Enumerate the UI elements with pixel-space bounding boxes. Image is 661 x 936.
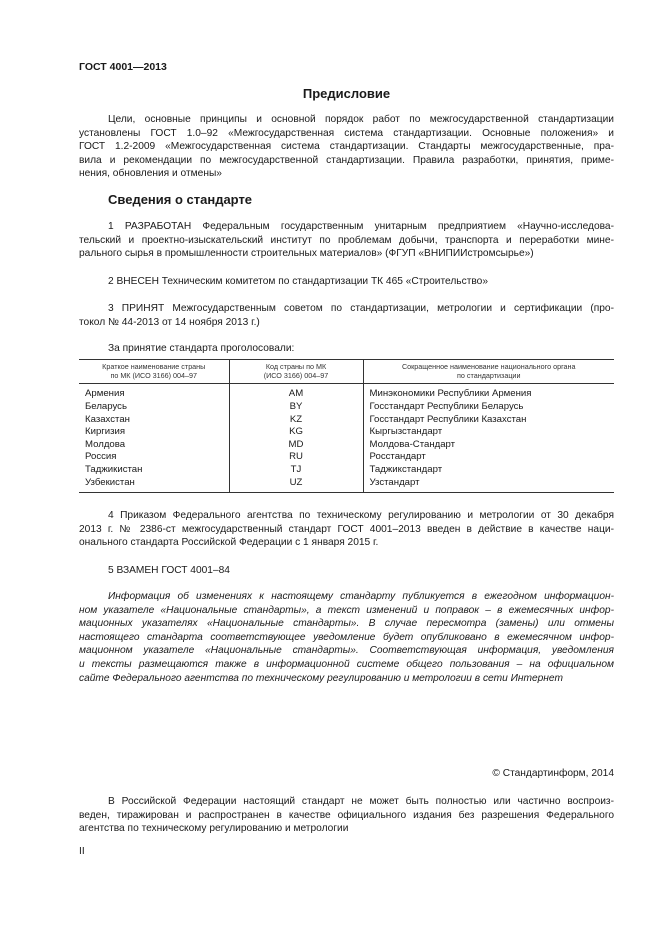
country-cell: Киргизия bbox=[85, 426, 126, 438]
body-cell: Госстандарт Республики Казахстан bbox=[363, 414, 614, 427]
code-cell: TJ bbox=[229, 464, 363, 477]
text-line: 3 ПРИНЯТ Межгосударственным советом по стандартизации, метрологии и сертификации (про- bbox=[108, 303, 614, 314]
table-row bbox=[79, 414, 614, 427]
document-id: ГОСТ 4001—2013 bbox=[79, 61, 167, 73]
text-line: установлены ГОСТ 1.0–92 «Межгосударственная система стандартизации. Основные положения» и bbox=[79, 127, 614, 139]
text-line: вила и рекомендации по межгосударственной стандартизации. Правила разработки, принятия, приме- bbox=[79, 154, 614, 166]
header-body: Сокращенное наименование национального органа по стандартизации bbox=[363, 360, 614, 384]
text-line: 2013 г. № 2386-ст межгосударственный стандарт ГОСТ 4001–2013 введен в действие в качестве наци- bbox=[79, 523, 614, 535]
body-cell: Госстандарт Республики Беларусь bbox=[363, 401, 614, 414]
body-cell: Кыргызстандарт bbox=[363, 426, 614, 439]
text-line: агентства по техническому регулированию и метрологии bbox=[79, 823, 349, 835]
text-line: В Российской Федерации настоящий стандарт не может быть полностью или частично воспроиз- bbox=[108, 796, 614, 807]
voting-countries-table bbox=[79, 359, 614, 493]
table-row bbox=[79, 451, 614, 464]
info-item-3 bbox=[79, 302, 614, 329]
code-cell: MD bbox=[229, 439, 363, 452]
country-cell: Таджикистан bbox=[85, 463, 143, 475]
text-line: 1 РАЗРАБОТАН Федеральным государственным унитарным предприятием «Научно-исследова- bbox=[108, 221, 614, 232]
country-cell: Узбекистан bbox=[85, 476, 135, 488]
table-row bbox=[79, 439, 614, 452]
preface-title: Предисловие bbox=[302, 86, 391, 101]
vote-caption bbox=[79, 342, 614, 356]
text-line: и тексты размещаются также в информационной системе общего пользования – на официальном bbox=[79, 658, 614, 670]
table-row bbox=[79, 401, 614, 414]
code-cell: KZ bbox=[229, 414, 363, 427]
text-line: 4 Приказом Федерального агентства по техническому регулированию и метрологии от 30 декабря bbox=[108, 510, 614, 521]
country-cell: Казахстан bbox=[85, 413, 130, 425]
body-cell: Росстандарт bbox=[363, 451, 614, 464]
body-cell: Молдова-Стандарт bbox=[363, 439, 614, 452]
code-cell: BY bbox=[229, 401, 363, 414]
header-country: Краткое наименование страны по МК (ИСО 3166) 004–97 bbox=[79, 360, 229, 384]
country-cell: Беларусь bbox=[85, 401, 127, 412]
code-cell: KG bbox=[229, 426, 363, 439]
body-cell: Таджикстандарт bbox=[363, 464, 614, 477]
text-line: ГОСТ 1.2-2009 «Межгосударственная система стандартизации. Стандарты межгосударственные, пра- bbox=[79, 141, 614, 153]
table-row bbox=[79, 384, 614, 401]
country-cell: Армения bbox=[85, 388, 125, 400]
table-row bbox=[79, 464, 614, 477]
text-line: 5 ВЗАМЕН ГОСТ 4001–84 bbox=[108, 565, 230, 576]
table-row bbox=[79, 477, 614, 493]
text-line: веден, тиражирован и распространен в качестве официального издания без разрешения Федерального bbox=[79, 809, 614, 821]
text-line: Цели, основные принципы и основной порядок работ по межгосударственной стандартизации bbox=[108, 114, 614, 125]
text-line: онального стандарта Российской Федерации с 1 января 2015 г. bbox=[79, 537, 379, 549]
change-notice-paragraph bbox=[79, 590, 614, 685]
text-line: За принятие стандарта проголосовали: bbox=[108, 343, 295, 354]
body-cell: Минэкономики Республики Армения bbox=[363, 384, 614, 401]
text-line: Информация об изменениях к настоящему стандарту публикуется в ежегодном информацион- bbox=[108, 591, 614, 602]
page-number: II bbox=[79, 846, 85, 857]
text-line: ном указателе «Национальные стандарты», а текст изменений и поправок – в ежемесячных инфор- bbox=[79, 604, 614, 616]
preface-paragraph bbox=[79, 113, 614, 181]
section-title: Сведения о стандарте bbox=[108, 192, 253, 207]
text-line: нения, обновления и отмены» bbox=[79, 168, 222, 180]
table-row bbox=[79, 426, 614, 439]
text-line: 2 ВНЕСЕН Техническим комитетом по стандартизации ТК 465 «Строительство» bbox=[108, 276, 488, 287]
rights-paragraph bbox=[79, 795, 614, 836]
header-code: Код страны по МК (ИСО 3166) 004–97 bbox=[229, 360, 363, 384]
text-line: токол № 44-2013 от 14 ноября 2013 г.) bbox=[79, 316, 260, 328]
info-item-2 bbox=[79, 275, 614, 289]
code-cell: RU bbox=[229, 451, 363, 464]
table-header-row bbox=[79, 360, 614, 384]
country-cell: Молдова bbox=[85, 438, 126, 450]
country-cell: Россия bbox=[85, 451, 117, 463]
text-line: мационном указателе «Национальные стандарты». Соответствующая информация, уведомления bbox=[79, 645, 614, 657]
text-line: сайте Федерального агентства по техническому регулированию и метрологии в сети Интернет bbox=[79, 672, 563, 684]
text-line: настоящего стандарта соответствующее уведомление будет опубликовано в ежемесячном инфор- bbox=[79, 631, 614, 643]
info-item-1 bbox=[79, 220, 614, 261]
text-line: рального сырья в промышленности строительных материалов» (ФГУП «ВНИПИИстромсырье») bbox=[79, 248, 534, 260]
text-line: мационных указателях «Национальные стандарты». В случае пересмотра (замены) или отмены bbox=[79, 618, 614, 630]
info-item-5 bbox=[79, 564, 614, 578]
code-cell: AM bbox=[229, 384, 363, 401]
body-cell: Узстандарт bbox=[363, 477, 614, 493]
code-cell: UZ bbox=[229, 477, 363, 493]
text-line: тельский и проектно-изыскательский институт по проблемам добычи, транспорта и переработки мине- bbox=[79, 234, 614, 246]
copyright-notice: © Стандартинформ, 2014 bbox=[492, 768, 614, 779]
info-item-4 bbox=[79, 509, 614, 550]
